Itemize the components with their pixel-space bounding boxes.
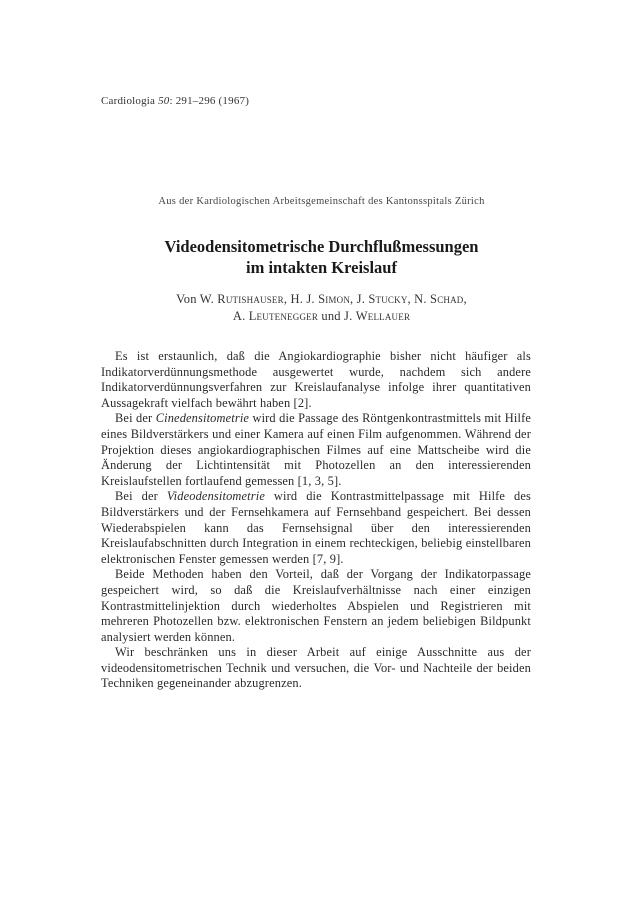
paragraph-3 <box>101 489 531 567</box>
paragraph-1: Es ist erstaunlich, daß die Angiokardiographie bisher nicht häufiger als Indikatorverdünnungsmethode ausgewertet wurde, nachdem sich andere Indikatorverdünnungsverfahren zur Kreislaufanalyse infolge ihrer quantitativen Aussagekraft vielfach bewährt haben [2]. <box>101 349 531 410</box>
paragraph-5: Wir beschränken uns in dieser Arbeit auf einige Ausschnitte aus der videodensitometrischen Technik und versuchen, die Vor- und Nachteile der beiden Techniken gegeneinander abzugrenzen. <box>101 645 531 691</box>
paragraph-2 <box>101 411 531 489</box>
title-line-1: Videodensitometrische Durchflußmessungen <box>164 237 479 256</box>
institute-line: Aus der Kardiologischen Arbeitsgemeinschaft des Kantonsspitals Zürich <box>158 196 485 207</box>
article-title <box>0 236 643 278</box>
journal-name: Cardiologia <box>101 95 156 107</box>
article-body <box>101 349 531 692</box>
paragraph-2-rest: wird die Passage des Röntgenkontrastmittels mit Hilfe eines Bildverstärkers und einer Kamera auf einen Film aufgenommen. Während der Projektion dieses angiokardiographischen Filmes auf eine Mattscheibe wird die Änderung der Lichtintensität mit Photozellen an den interessierenden Kreislaufstellen fortlaufend gemessen [1, 3, 5]. <box>101 411 531 488</box>
journal-pages-year: : 291–296 (1967) <box>169 95 250 107</box>
authors-names-1: Rutishauser, H. J. Simon, J. Stucky, N. Schad, <box>217 292 467 306</box>
author-wellauer: Wellauer <box>355 309 411 323</box>
author-list <box>0 291 643 325</box>
paragraph-2-start: Bei der <box>115 411 156 426</box>
journal-volume: 50 <box>158 95 170 107</box>
paragraph-4: Beide Methoden haben den Vorteil, daß der Vorgang der Indikatorpassage gespeichert wird, so daß die Kreislaufverhältnisse nach einer einzigen Kontrastmittelinjektion durch wiederholtes Abspielen und Registrieren mit mehreren Photozellen bzw. elektronischen Fenstern an jedem beliebigen Bildpunkt analysiert werden können. <box>101 567 531 644</box>
journal-citation <box>101 95 249 107</box>
author-leutenegger: A. Leutenegger <box>232 309 319 323</box>
term-cinedensitometrie: Cinedensitometrie <box>155 411 250 426</box>
paragraph-3-start: Bei der <box>115 489 167 504</box>
authors-line-1 <box>0 291 643 308</box>
authors-line-2 <box>0 308 643 325</box>
title-line-2: im intakten Kreislauf <box>246 258 397 277</box>
authors-prefix: Von W. <box>176 292 218 306</box>
authors-connector: und J. <box>318 309 356 323</box>
paragraph-3-rest: wird die Kontrastmittelpassage mit Hilfe des Bildverstärkers und der Fernsehkamera auf Fernsehband gespeichert. Bei dessen Wiederabspielen kann das Fernsehsignal über den interessierenden Kreislaufabschnitten durch Integration in einem rechteckigen, beliebig einstellbaren elektronischen Fenster gemessen werden [7, 9]. <box>101 489 531 566</box>
term-videodensitometrie: Videodensitometrie <box>166 489 265 504</box>
